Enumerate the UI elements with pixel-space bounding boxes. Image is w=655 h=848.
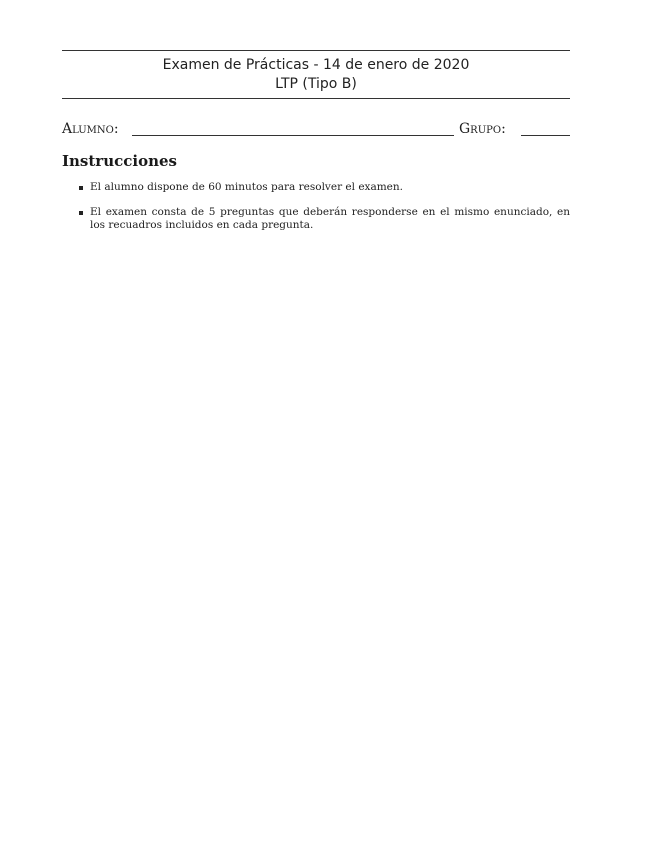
instructions-heading: Instrucciones	[62, 152, 177, 170]
instruction-text: El alumno dispone de 60 minutos para resolver el examen.	[90, 181, 404, 193]
student-fields	[62, 121, 570, 141]
list-item	[62, 181, 570, 195]
list-item	[62, 206, 570, 233]
alumno-blank-line	[132, 135, 454, 136]
instructions-list	[62, 181, 570, 244]
header-bottom-rule	[62, 98, 570, 99]
bullet-icon	[79, 186, 83, 190]
bullet-icon	[79, 211, 83, 215]
exam-subtitle: LTP (Tipo B)	[275, 76, 357, 92]
header-top-rule	[62, 50, 570, 51]
alumno-label: Alumno:	[62, 121, 119, 137]
instruction-text: El examen consta de 5 preguntas que deberán responderse en el mismo enunciado, en los recuadros incluidos en cada pregunta.	[90, 205, 570, 231]
exam-title: Examen de Prácticas - 14 de enero de 2020	[162, 57, 470, 73]
grupo-blank-line	[521, 135, 570, 136]
grupo-label: Grupo:	[459, 121, 506, 137]
